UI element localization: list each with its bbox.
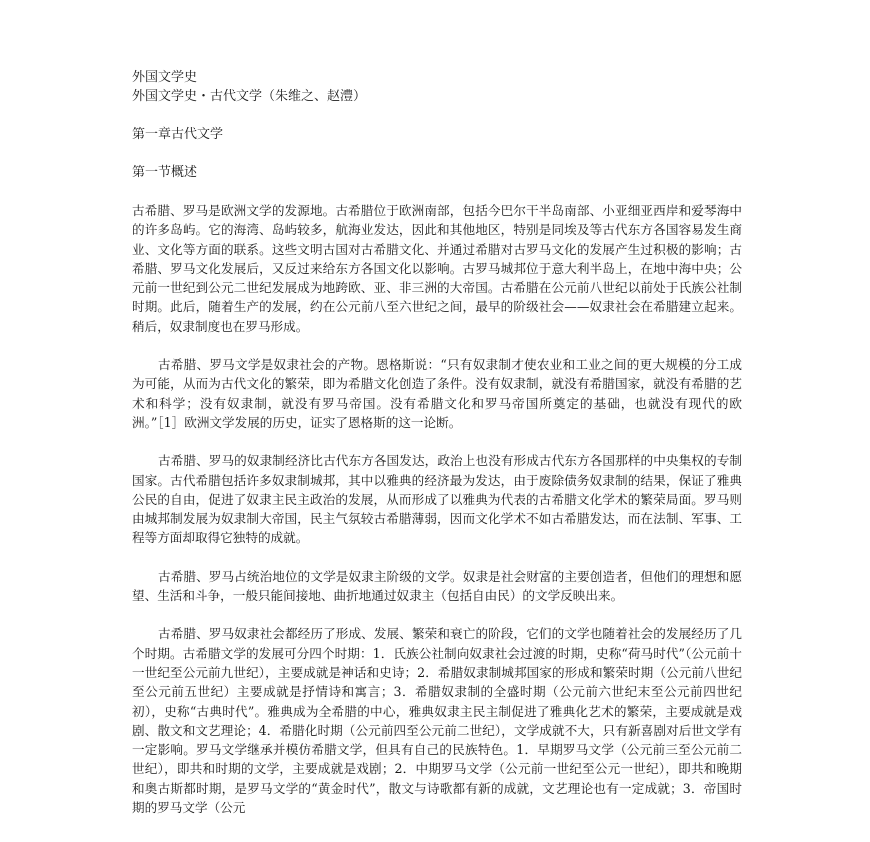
doc-title: 外国文学史: [132, 70, 198, 85]
paragraph-1: 古希腊、罗马是欧洲文学的发源地。古希腊位于欧洲南部，包括今巴尔干半岛南部、小亚细亚西岸和爱琴海中的许多岛屿。它的海湾、岛屿较多，航海业发达，因此和其他地区，特别是同埃及等古代东方各国容易发生商业、文化等方面的联系。这些文明古国对古希腊文化、并通过希腊对古罗马文化的发展产生过积极的影响；古希腊、罗马文化发展后，又反过来给东方各国文化以影响。古罗马城邦位于意大利半岛上，在地中海中央；公元前一世纪到公元二世纪发展成为地跨欧、亚、非三洲的大帝国。古希腊在公元前八世纪以前处于氏族公社制时期。此后，随着生产的发展，约在公元前八至六世纪之间，最早的阶级社会——奴隶社会在希腊建立起来。稍后，奴隶制度也在罗马形成。: [132, 203, 742, 334]
paragraph-3: 古希腊、罗马的奴隶制经济比古代东方各国发达，政治上也没有形成古代东方各国那样的中央集权的专制国家。古代希腊包括许多奴隶制城邦，其中以雅典的经济最为发达，由于废除债务奴隶制的结果，保证了雅典公民的自由，促进了奴隶主民主政治的发展，从而形成了以雅典为代表的古希腊文化学术的繁荣局面。罗马则由城邦制发展为奴隶制大帝国，民主气氛较古希腊薄弱，因而文化学术不如古希腊发达，而在法制、军事、工程等方面却取得它独特的成就。: [132, 453, 742, 546]
doc-subtitle: 外国文学史・古代文学（朱维之、赵澧）: [132, 89, 367, 104]
chapter-heading: 第一章古代文学: [132, 127, 224, 142]
paragraph-4: 古希腊、罗马占统治地位的文学是奴隶主阶级的文学。奴隶是社会财富的主要创造者，但他们的理想和愿望、生活和斗争，一般只能间接地、曲折地通过奴隶主（包括自由民）的文学反映出来。: [132, 568, 742, 604]
document-body: [132, 68, 742, 817]
paragraph-2: 古希腊、罗马文学是奴隶社会的产物。恩格斯说：“只有奴隶制才使农业和工业之间的更大规模的分工成为可能，从而为古代文化的繁荣，即为希腊文化创造了条件。没有奴隶制，就没有希腊国家，就没有希腊的艺术和科学；没有奴隶制，就没有罗马帝国。没有希腊文化和罗马帝国所奠定的基础，也就没有现代的欧洲。”［1］欧洲文学发展的历史，证实了恩格斯的这一论断。: [132, 357, 742, 430]
section-heading: 第一节概述: [132, 165, 198, 180]
paragraph-5: 古希腊、罗马奴隶社会都经历了形成、发展、繁荣和衰亡的阶段，它们的文学也随着社会的发展经历了几个时期。古希腊文学的发展可分四个时期：1．氏族公社制向奴隶社会过渡的时期，史称“荷马时代”（公元前十一世纪至公元前九世纪），主要成就是神话和史诗；2．希腊奴隶制城邦国家的形成和繁荣时期（公元前八世纪至公元前五世纪）主要成就是抒情诗和寓言；3．希腊奴隶制的全盛时期（公元前六世纪末至公元前四世纪初），史称“古典时代”。雅典成为全希腊的中心，雅典奴隶主民主制促进了雅典化艺术的繁荣，主要成就是戏剧、散文和文艺理论；4．希腊化时期（公元前四至公元前二世纪），文学成就不大，只有新喜剧对后世文学有一定影响。罗马文学继承并模仿希腊文学，但具有自己的民族特色。1．早期罗马文学（公元前三至公元前二世纪），即共和时期的文学，主要成就是戏剧；2．中期罗马文学（公元前一世纪至公元一世纪），即共和晚期和奥古斯都时期，是罗马文学的“黄金时代”，散文与诗歌都有新的成就，文艺理论也有一定成就；3．帝国时期的罗马文学（公元: [132, 626, 742, 816]
